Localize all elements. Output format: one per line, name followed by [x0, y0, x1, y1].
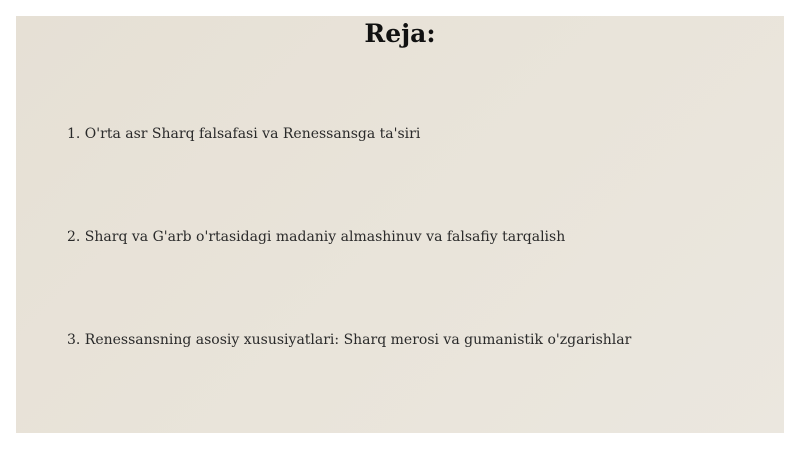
plan-item: 2. Sharq va G'arb o'rtasidagi madaniy almashinuv va falsafiy tarqalish	[67, 229, 566, 245]
plan-item: 1. O'rta asr Sharq falsafasi va Renessansga ta'siri	[67, 126, 421, 142]
slide-title: Reja:	[364, 19, 436, 48]
slide	[16, 16, 784, 433]
plan-item: 3. Renessansning asosiy xususiyatlari: Sharq merosi va gumanistik o'zgarishlar	[67, 332, 632, 348]
